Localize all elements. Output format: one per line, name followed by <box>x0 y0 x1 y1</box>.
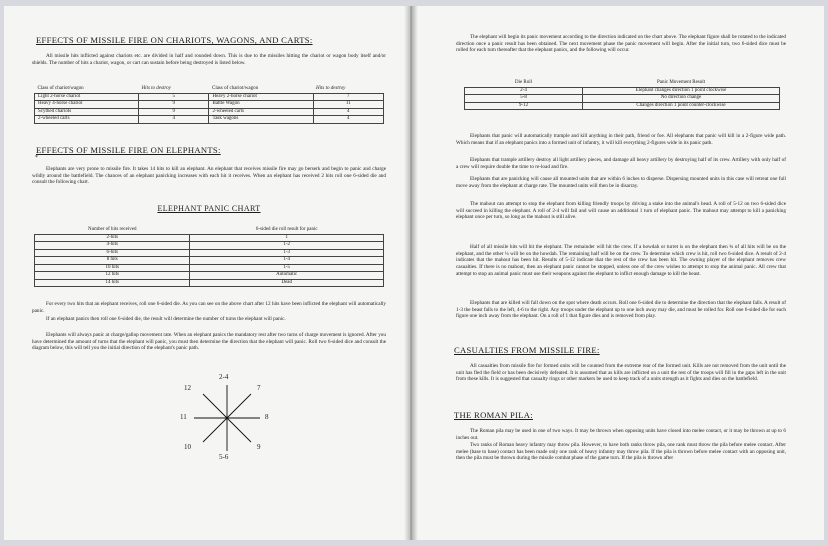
table-cell: Light 2-horse chariot <box>35 93 139 101</box>
table-cell: 4-hits <box>35 242 190 250</box>
table-cell: 5-8 <box>465 95 583 103</box>
book-gutter-shadow <box>404 6 418 540</box>
paragraph-every-two-hits: For every two hits that an elephant receives, roll one 6-sided die. As you can see on the above chart after 12 hits have been inflicted the elephant will automatically panic. <box>32 301 386 314</box>
table-cell: 4 <box>313 108 383 116</box>
table-row <box>35 101 384 109</box>
paragraph-mahout: The mahout can attempt to stop the elephant from killing friendly troops by driving a stake into the animal's head. A roll of 5-12 on two 6-sided dice will succeed in killing the elephant. A roll of 2-4 will fail and will cause an additional 1 turn of elephant panic. The mahout may attempt to kill a panicking elephant once per turn, so long as the mahout is still alive. <box>456 201 786 221</box>
paragraph-chariots: All missile hits inflicted against chariots etc. are divided in half and rounded down. This is due to the missiles hitting the chariot or wagon body itself and/or shields. The number of hits a chariot, wagon, or cart can sustain before being destroyed is listed below. <box>32 53 386 66</box>
right-page <box>412 6 824 540</box>
table-row <box>35 234 384 242</box>
table-cell: 9 <box>139 108 209 116</box>
table-cell: 2-4 <box>465 87 583 95</box>
paragraph-pila-ranks: Two ranks of Roman heavy infantry may throw pila. However, to have both ranks throw pila, one rank must throw the pila before melee contact. After melee (base to base) contact has been made only one rank of heavy infantry may throw pila. If the pila is thrown before melee contact with an opposing unit, then the pila must be thrown during the missile combat phase of the game turn. If the pila is thrown after <box>456 442 786 462</box>
table-cell: Changes direction 1 point counter-clockwise <box>583 102 780 110</box>
panic-movement-table <box>464 80 780 110</box>
col-header: Panic Movement Result <box>656 80 706 85</box>
table-cell: Dead <box>190 279 384 287</box>
table-row <box>35 116 384 124</box>
table-row <box>35 242 384 250</box>
paragraph-killed-elephants: Elephants that are killed will fall down on the spot where death occurs. Roll one 6-sided die to determine the direction that the elephant falls. A result of 1-3 the beast falls to the left, 4-6 to the right. Any troops under the elephant up to one inch away may die, and must be rolled for. Roll one 6-sided die for each figure one inch away from the elephant. On a roll of 1 that figure dies and is removed from play. <box>456 300 786 320</box>
col-header: 6-sided die roll result for panic <box>255 227 318 232</box>
table-row <box>465 102 780 110</box>
heading-missile-fire-chariots: EFFECTS OF MISSILE FIRE ON CHARIOTS, WAGONS, AND CARTS: <box>36 35 313 45</box>
heading-roman-pila: THE ROMAN PILA: <box>454 410 533 420</box>
table-cell: 4 <box>313 116 383 124</box>
paragraph-half-hits: Half of all missile hits will hit the elephant. The remainder will hit the crew. If a howdah or turret is on the elephant then ¾ of all hits will be on the elephant, and the other ¼ will be on the howdah. The remaining half will be on the crew. To determine which crew is hit, roll two 6-sided dice. A result of 2-4 indicates that the mahout has been hit. Results of 5-12 indicate that the rest of the crew has been hit. The owning player of the elephant removes crew casualties. If there is no mahout, then an elephant panic cannot be stopped, unless one of the crew wishes to attempt to stop the animal panic. All crew that attempt to stop an animal panic must use their weapons against the elephant to inflict enough damage to kill the beast. <box>456 244 786 277</box>
col-header: Die Roll <box>514 80 533 85</box>
col-header: Class of chariot/wagon <box>37 86 84 91</box>
table-cell: 11 <box>313 101 383 109</box>
table-cell: 14 hits <box>35 279 190 287</box>
panic-chart-title: ELEPHANT PANIC CHART <box>157 204 261 213</box>
left-page <box>4 6 410 540</box>
table-row <box>465 95 780 103</box>
paragraph-pila-usage: The Roman pila may be used in one of two ways. It may be thrown when opposing units have closed into melee contact, or it may be thrown at up to 6 inches out. <box>456 428 786 441</box>
table-cell: Scythed chariots <box>35 108 139 116</box>
panic-chart-table <box>34 227 384 287</box>
heading-missile-fire-elephants: EFFECTS OF MISSILE FIRE ON ELEPHANTS: <box>36 145 221 155</box>
table-row <box>465 87 780 95</box>
table-row <box>35 264 384 272</box>
table-cell: 5 <box>139 93 209 101</box>
table-cell: 1-4 <box>190 257 384 265</box>
table-row <box>35 93 384 101</box>
compass-northwest-label: 12 <box>184 384 191 392</box>
table-row <box>35 272 384 280</box>
table-cell: Elephant changes direction 1 point clockwise <box>583 87 780 95</box>
paragraph-panic-movement-intro: The elephant will begin its panic movement according to the direction indicated on the chart above. The elephant figure shall be rotated to the indicated direction once a panic result has been obtained. The next movement phase the panic movement will begin. After the initial turn, two 6-sided dice must be rolled for each turn thereafter that the elephant panics, and the following will occur. <box>456 34 786 54</box>
compass-west-label: 11 <box>180 413 187 421</box>
table-cell: 1 <box>190 234 384 242</box>
table-cell: Automatic <box>190 272 384 280</box>
table-cell: 1-3 <box>190 249 384 257</box>
table-cell: 2-wheeled carts <box>209 108 313 116</box>
table-row <box>35 279 384 287</box>
panic-direction-compass <box>172 372 282 464</box>
paragraph-panic-trample: Elephants that panic will automatically trample and kill anything in their path, friend or foe. All elephants that panic will kill in a 2-figure wide path. Which means that if an elephant panics into a formed unit of infantry, it will kill everything 2-figures wide in its panic path. <box>456 133 786 146</box>
paragraph-trample-artillery: Elephants that trample artillery destroy all light artillery pieces, and damage all heavy artillery by destroying half of its crew. Artillery with only half of a crew will require double the time to re-load and fire. <box>456 157 786 170</box>
table-header-row <box>35 86 384 93</box>
heading-casualties: CASUALTIES FROM MISSILE FIRE: <box>454 345 600 355</box>
table-row <box>35 257 384 265</box>
table-cell: Task wagons <box>209 116 313 124</box>
table-cell: 9-12 <box>465 102 583 110</box>
compass-south-label: 5-6 <box>219 453 229 461</box>
table-cell: 10 hits <box>35 264 190 272</box>
table-cell: 2-wheeled carts <box>35 116 139 124</box>
paragraph-panic-turns: If an elephant panics then roll one 6-sided die, the result will determine the number of turns the elephant will panic. <box>46 316 286 322</box>
table-cell: 9 <box>139 101 209 109</box>
table-cell: No direction change <box>583 95 780 103</box>
table-row <box>35 108 384 116</box>
table-header-row <box>465 80 780 87</box>
paragraph-panic-direction: Elephants will always panic at charge/gallop movement rate. When an elephant panics the mandatory rest after two turns of charge movement is ignored. After you have determined the amount of turns that the elephant will panic, you must then determine the direction that the elephant will panic. Roll two 6-sided dice and consult the diagram below, this will tell you the initial direction of the elephant's panic path. <box>32 332 386 352</box>
table-cell: 1-5 <box>190 264 384 272</box>
table-header-row <box>35 227 384 234</box>
col-header: Class of chariot/wagon <box>211 86 259 91</box>
chariot-hits-table <box>34 86 384 124</box>
paragraph-elephants: Elephants are very prone to missile fire. It takes 14 hits to kill an elephant. An elephant that receives missile fire may go berserk and begin to panic and charge wildly around the battlefield. The chances of an elephant panicking increases with each hit it receives. When an elephant has received 2 hits roll one 6-sided die and consult the following chart. <box>32 166 386 186</box>
table-cell: 2-hits <box>35 234 190 242</box>
paragraph-mounted-disperse: Elephants that are panicking will cause all mounted units that are within 6 inches to disperse. Dispersing mounted units in this case will retreat one full move away from the elephant at charge rate. The mounted units will then be in disarray. <box>456 176 786 189</box>
table-cell: Heavy 4-horse chariot <box>35 101 139 109</box>
bullet-mark: * <box>35 155 38 161</box>
paragraph-casualties: All casualties from missile fire for formed units will be counted from the extreme rear of the formed unit. Kills are not removed from the unit until the unit has fled the field or has been decisively defeated. It is assumed that as kills are inflicted on a unit the rest of the troops will fill in the gaps left in the unit from these kills. It is suggested that casualty rings or other markers be used to keep track of a units strength as it fights and dies on the battlefield. <box>456 363 786 383</box>
compass-north-label: 2-4 <box>219 373 229 381</box>
table-cell: 7 <box>313 93 383 101</box>
compass-east-label: 8 <box>265 413 269 421</box>
table-cell: 12 hits <box>35 272 190 280</box>
table-cell: 6-hits <box>35 249 190 257</box>
compass-northeast-label: 7 <box>257 384 261 392</box>
compass-southwest-label: 10 <box>184 443 191 451</box>
compass-southeast-label: 9 <box>257 443 261 451</box>
table-cell: 1-2 <box>190 242 384 250</box>
col-header: Hits to destroy <box>316 86 346 91</box>
table-row <box>35 249 384 257</box>
col-header: Hits to destroy <box>141 86 171 91</box>
table-cell: Heavy 2-horse chariot <box>209 93 313 101</box>
table-cell: 8 hits <box>35 257 190 265</box>
col-header: Number of hits received <box>88 227 137 232</box>
table-cell: Battle Wagon <box>209 101 313 109</box>
table-cell: 4 <box>139 116 209 124</box>
